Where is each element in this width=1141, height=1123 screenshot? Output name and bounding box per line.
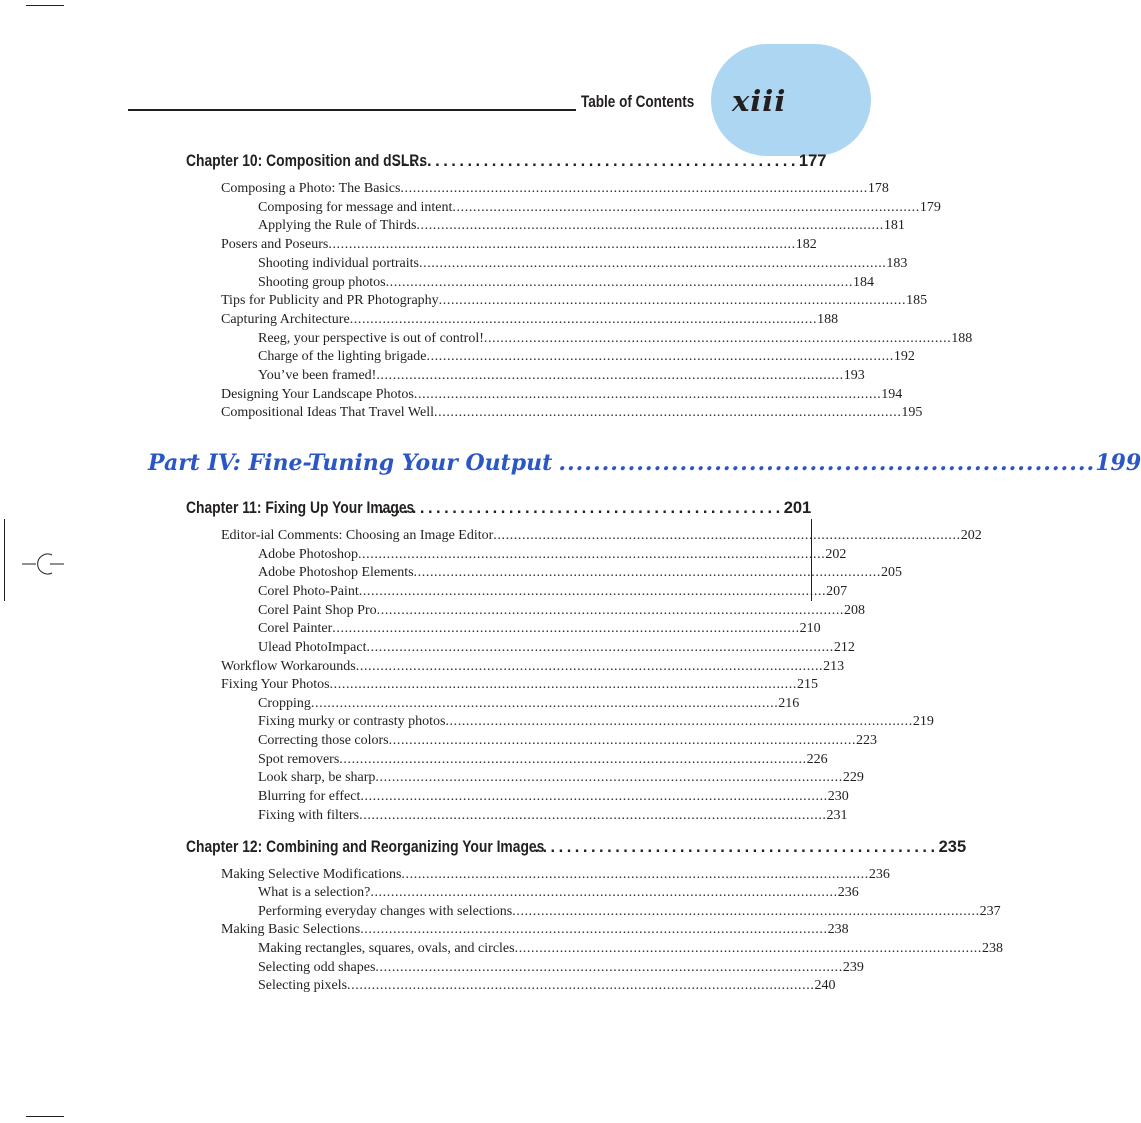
- entry-page: 239: [842, 960, 864, 975]
- entry-label: Selecting pixels: [258, 978, 348, 993]
- leader-dots: ..................................................................................................................: [445, 714, 913, 729]
- entry-label: Composing for message and intent: [258, 200, 453, 215]
- leader-dots: ..................................................................................................................: [357, 547, 826, 562]
- leader-dots: ..................................................................................................................: [376, 603, 845, 618]
- entry-label: Ulead PhotoImpact: [258, 640, 367, 655]
- toc-entry[interactable]: [221, 181, 889, 199]
- registration-mark-icon: [22, 549, 66, 579]
- leader-dots: ..................................................................................................................: [434, 405, 902, 420]
- entry-label: What is a selection?: [258, 885, 371, 900]
- toc-entry[interactable]: [258, 218, 905, 236]
- entry-label: You’ve been framed!: [258, 368, 377, 383]
- entry-label: Corel Paint Shop Pro: [258, 603, 377, 618]
- leader-dots: ..................................................................................................................: [413, 387, 882, 402]
- leader-dots: ..................................................................................................................: [366, 640, 834, 655]
- leader-dots: ..................................................: [379, 499, 784, 517]
- entry-page: 181: [883, 218, 905, 233]
- entry-label: Spot removers: [258, 752, 340, 767]
- crop-mark-bottom-left: [26, 1116, 64, 1117]
- entry-label: Look sharp, be sharp: [258, 770, 376, 785]
- toc-entry[interactable]: [221, 312, 839, 330]
- entry-page: 216: [778, 696, 800, 711]
- toc-entry[interactable]: [221, 677, 818, 695]
- entry-label: Compositional Ideas That Travel Well: [221, 405, 435, 420]
- toc-entry[interactable]: [258, 733, 878, 751]
- entry-page: 188: [817, 312, 839, 327]
- leader-dots: ..................................................................................................................: [370, 885, 838, 900]
- leader-dots: ..................................................: [394, 152, 799, 170]
- toc-entry[interactable]: [258, 331, 973, 349]
- leader-dots: ..................................................................................................................: [358, 584, 827, 599]
- leader-dots: ..................................................................................................................: [385, 275, 853, 290]
- toc-entry[interactable]: [258, 770, 864, 788]
- entry-label: Selecting odd shapes: [258, 960, 376, 975]
- entry-page: 194: [881, 387, 903, 402]
- entry-page: 215: [796, 677, 818, 692]
- entry-label: Adobe Photoshop: [258, 547, 358, 562]
- leader-dots: ..................................................................................................................: [416, 218, 884, 233]
- leader-dots: ..................................................................................................................: [328, 237, 796, 252]
- entry-page: 207: [826, 584, 848, 599]
- entry-label: Performing everyday changes with selections: [258, 904, 513, 919]
- entry-label: Blurring for effect: [258, 789, 361, 804]
- entry-label: Shooting individual portraits: [258, 256, 419, 271]
- entry-page: 185: [906, 293, 928, 308]
- entry-label: Designing Your Landscape Photos: [221, 387, 414, 402]
- chapter-page: 177: [798, 152, 827, 170]
- toc-entry[interactable]: [221, 867, 890, 885]
- entry-page: 184: [852, 275, 874, 290]
- toc-entry[interactable]: [258, 603, 866, 621]
- leader-dots: ..................................................................................................................: [375, 770, 843, 785]
- leader-dots: ..................................................................................................................: [360, 789, 828, 804]
- leader-dots: ..................................................................................................................: [310, 696, 779, 711]
- entry-page: 238: [982, 941, 1003, 956]
- toc-entry[interactable]: [221, 387, 903, 405]
- toc-entry[interactable]: [258, 349, 915, 367]
- header-rule: [128, 109, 576, 111]
- toc-entry[interactable]: [258, 808, 848, 826]
- entry-page: 202: [960, 528, 982, 543]
- entry-page: 223: [856, 733, 878, 748]
- crop-mark-top-left: [26, 5, 64, 6]
- leader-dots: ..................................................................................................................: [359, 808, 827, 823]
- entry-page: 230: [827, 789, 849, 804]
- leader-dots: ..................................................................................................................: [493, 528, 961, 543]
- entry-label: Tips for Publicity and PR Photography: [221, 293, 439, 308]
- leader-dots: ..................................................................................................................: [349, 312, 818, 327]
- entry-label: Applying the Rule of Thirds: [258, 218, 417, 233]
- toc-entry[interactable]: [258, 885, 859, 903]
- entry-page: 212: [833, 640, 855, 655]
- chapter-heading[interactable]: [186, 152, 827, 178]
- entry-page: 183: [886, 256, 908, 271]
- toc-entry[interactable]: [258, 275, 874, 293]
- toc-entry[interactable]: [258, 565, 902, 583]
- running-header-title: Table of Contents: [581, 93, 695, 111]
- leader-dots: ..................................................................................................................: [388, 733, 857, 748]
- chapter-title: Chapter 11: Fixing Up Your Images: [186, 499, 415, 517]
- toc-entry[interactable]: [258, 640, 855, 658]
- toc-entry[interactable]: [221, 659, 845, 677]
- entry-label: Correcting those colors: [258, 733, 389, 748]
- entry-label: Adobe Photoshop Elements: [258, 565, 414, 580]
- toc-entry[interactable]: [221, 237, 817, 255]
- leader-dots: ..................................................................................................................: [514, 941, 982, 956]
- leader-dots: ..................................................................................................................: [339, 752, 807, 767]
- chapter-title: Chapter 12: Combining and Reorganizing Your Images: [186, 838, 545, 856]
- entry-label: Cropping: [258, 696, 311, 711]
- entry-label: Making rectangles, squares, ovals, and circles: [258, 941, 515, 956]
- entry-label: Composing a Photo: The Basics: [221, 181, 401, 196]
- toc-entry[interactable]: [258, 714, 934, 732]
- chapter-heading[interactable]: [186, 499, 812, 525]
- entry-page: 178: [867, 181, 889, 196]
- entry-page: 193: [843, 368, 865, 383]
- entry-page: 231: [826, 808, 848, 823]
- leader-dots: ..................................................................................................................: [375, 960, 843, 975]
- entry-page: 205: [880, 565, 902, 580]
- leader-dots: ..................................................................................................................: [376, 368, 844, 383]
- entry-label: Making Basic Selections: [221, 922, 361, 937]
- entry-page: 192: [893, 349, 915, 364]
- toc-entry[interactable]: [258, 256, 908, 274]
- entry-page: 188: [951, 331, 973, 346]
- toc-entry[interactable]: [221, 405, 923, 423]
- entry-page: 202: [825, 547, 847, 562]
- toc-entry[interactable]: [258, 368, 865, 386]
- entry-page: 229: [842, 770, 864, 785]
- toc-entry[interactable]: [258, 978, 836, 996]
- entry-page: 238: [827, 922, 849, 937]
- leader-dots: ..................................................: [534, 838, 939, 856]
- toc-entry[interactable]: [221, 922, 849, 940]
- entry-label: Corel Painter: [258, 621, 333, 636]
- toc-entry[interactable]: [258, 621, 821, 639]
- entry-page: 240: [814, 978, 836, 993]
- toc-entry[interactable]: [221, 293, 928, 311]
- toc-entry[interactable]: [258, 696, 800, 714]
- entry-page: 182: [795, 237, 817, 252]
- chapter-heading[interactable]: [186, 838, 967, 864]
- part-heading[interactable]: [148, 450, 1141, 486]
- entry-label: Fixing murky or contrasty photos: [258, 714, 446, 729]
- part-title: Part IV: Fine-Tuning Your Output: [148, 450, 553, 476]
- entry-label: Making Selective Modifications: [221, 867, 402, 882]
- leader-dots: ..................................................................................................................: [400, 181, 868, 196]
- entry-page: 219: [912, 714, 934, 729]
- toc-entry[interactable]: [258, 904, 1001, 922]
- leader-dots: ..................................................................................................................: [419, 256, 887, 271]
- leader-dots: ..................................................................................................................: [426, 349, 894, 364]
- entry-page: 213: [823, 659, 845, 674]
- leader-dots: ..................................................................................................................: [413, 565, 881, 580]
- entry-page: 195: [901, 405, 923, 420]
- entry-label: Corel Photo-Paint: [258, 584, 359, 599]
- leader-dots: ..................................................................................................................: [401, 867, 869, 882]
- crop-mark-left-upper: [4, 519, 5, 601]
- entry-page: 236: [868, 867, 890, 882]
- entry-label: Workflow Workarounds: [221, 659, 356, 674]
- entry-label: Charge of the lighting brigade: [258, 349, 427, 364]
- page-number: xiii: [732, 84, 787, 118]
- leader-dots: ..................................................................................................................: [329, 677, 797, 692]
- toc-entry[interactable]: [258, 941, 1003, 959]
- leader-dots: ..................................................................................................................: [452, 200, 920, 215]
- leader-dots: ..................................................................................................................: [483, 331, 952, 346]
- leader-dots: ..................................................................................................................: [332, 621, 800, 636]
- toc-entry[interactable]: [258, 789, 849, 807]
- toc-entry[interactable]: [221, 528, 982, 546]
- entry-page: 208: [844, 603, 866, 618]
- entry-page: 226: [806, 752, 828, 767]
- entry-page: 237: [979, 904, 1001, 919]
- entry-label: Fixing with filters: [258, 808, 360, 823]
- entry-label: Capturing Architecture: [221, 312, 350, 327]
- entry-label: Fixing Your Photos: [221, 677, 330, 692]
- entry-page: 236: [837, 885, 859, 900]
- leader-dots: ..................................................................................................................: [438, 293, 907, 308]
- toc-entry[interactable]: [258, 200, 941, 218]
- entry-page: 210: [799, 621, 821, 636]
- toc-entry[interactable]: [258, 752, 828, 770]
- leader-dots: ..............................................................: [558, 450, 1096, 476]
- entry-page: 179: [919, 200, 941, 215]
- entry-label: Reeg, your perspective is out of control!: [258, 331, 484, 346]
- chapter-page: 201: [783, 499, 812, 517]
- chapter-page: 235: [938, 838, 967, 856]
- toc-entry[interactable]: [258, 547, 847, 565]
- leader-dots: ..................................................................................................................: [355, 659, 824, 674]
- toc-entry[interactable]: [258, 584, 848, 602]
- entry-label: Posers and Poseurs: [221, 237, 329, 252]
- entry-label: Shooting group photos: [258, 275, 386, 290]
- entry-label: Editor-ial Comments: Choosing an Image Editor: [221, 528, 494, 543]
- leader-dots: ..................................................................................................................: [360, 922, 828, 937]
- part-page: 199: [1095, 450, 1141, 476]
- leader-dots: ..................................................................................................................: [347, 978, 815, 993]
- chapter-title: Chapter 10: Composition and dSLRs: [186, 152, 428, 170]
- leader-dots: ..................................................................................................................: [512, 904, 980, 919]
- toc-entry[interactable]: [258, 960, 864, 978]
